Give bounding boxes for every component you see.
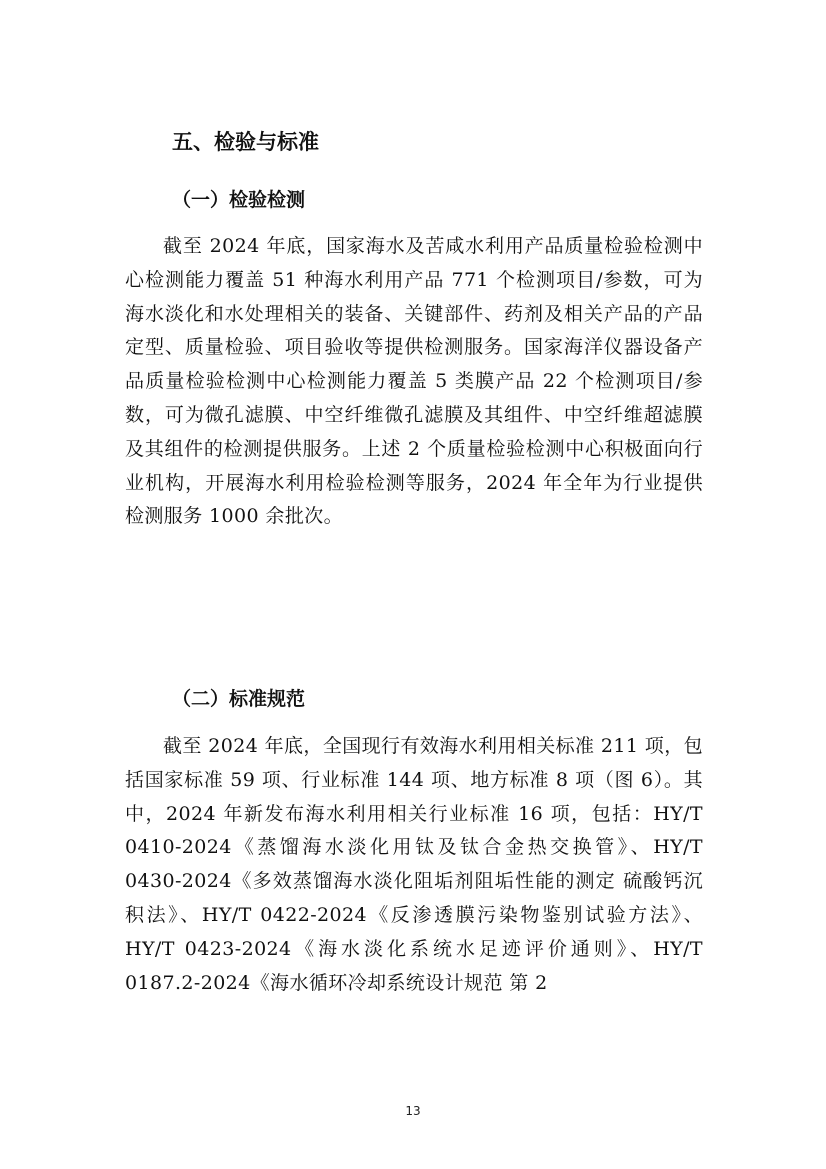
page-number: 13 xyxy=(405,1104,421,1118)
paragraph-inspection: 截至 2024 年底，国家海水及苦咸水利用产品质量检验检测中心检测能力覆盖 51 种海水利用产品 771 个检测项目/参数，可为海水淡化和水处理相关的装备、关键部件、药剂及相关产品的产品定型、质量检验、项目验收等提供检测服务。国家海洋仪器设备产品质量检验检测中心检测能力覆盖 5 类膜产品 22 个检测项目/参数，可为微孔滤膜、中空纤维微孔滤膜及其组件、中空纤维超滤膜及其组件的检测提供服务。上述 2 个质量检验检测中心积极面向行业机构，开展海水利用检验检测等服务，2024 年全年为行业提供检测服务 1000 余批次。 xyxy=(125,235,703,528)
paragraph-standards: 截至 2024 年底，全国现行有效海水利用相关标准 211 项，包括国家标准 59 项、行业标准 144 项、地方标准 8 项（图 6）。其中，2024 年新发布海水利用相关行业标准 16 项，包括：HY/T 0410-2024《蒸馏海水淡化用钛及钛合金热交换管》、HY/T 0430-2024《多效蒸馏海水淡化阻垢剂阻垢性能的测定 硫酸钙沉积法》、HY/T 0422-2024《反渗透膜污染物鉴别试验方法》、HY/T 0423-2024《海水淡化系统水足迹评价通则》、HY/T 0187.2-2024《海水循环冷却系统设计规范 第 2 xyxy=(125,735,703,994)
subsection-title-inspection: （一）检验检测 xyxy=(172,189,306,211)
section-title: 五、检验与标准 xyxy=(172,130,319,154)
subsection-title-standards: （二）标准规范 xyxy=(172,688,306,710)
